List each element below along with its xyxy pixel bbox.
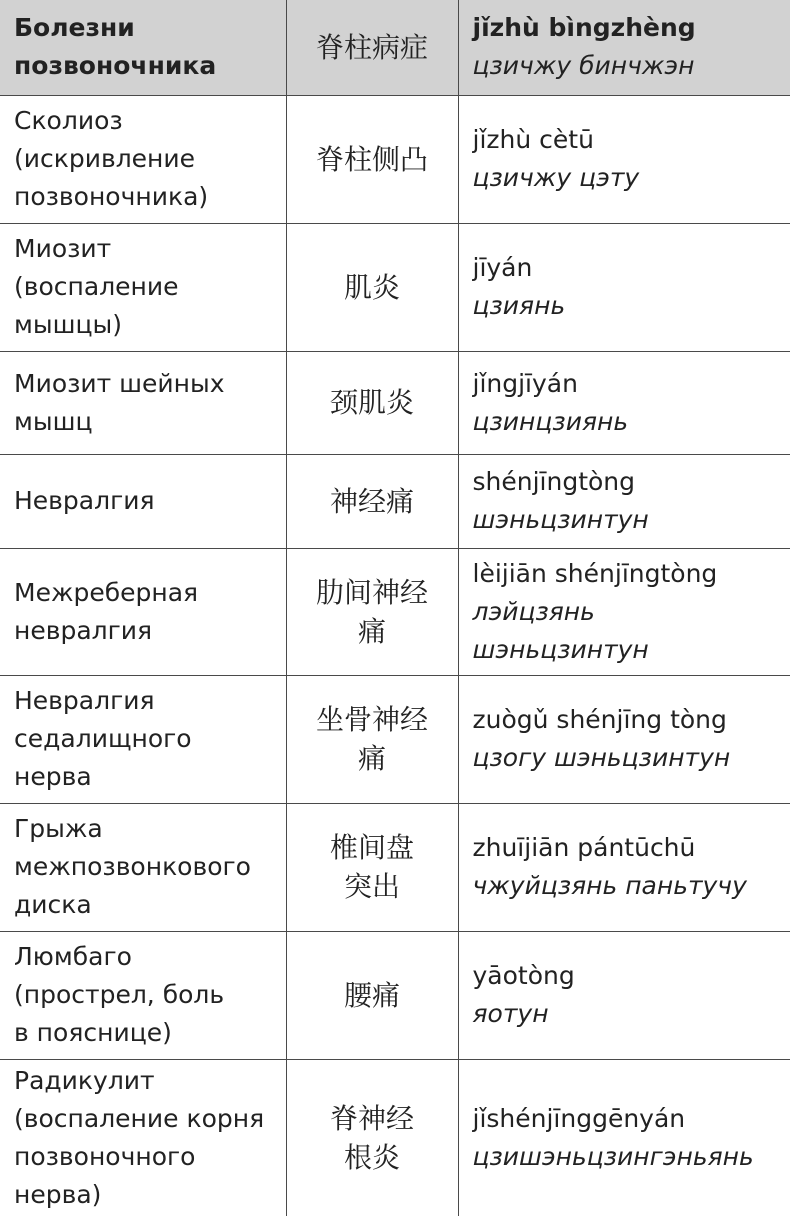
- russian-term-cell: [0, 548, 286, 675]
- chinese-term-line: 腰痛: [343, 978, 400, 1012]
- pinyin-text: shénjīngtòng: [472, 467, 636, 496]
- cyrillic-transcription-text: лэйцзянь: [472, 596, 595, 626]
- russian-term-line: (прострел, боль: [14, 980, 225, 1009]
- chinese-term-cell: [286, 1059, 458, 1216]
- chinese-term-line: 根炎: [343, 1140, 400, 1174]
- russian-term-cell: [0, 675, 286, 803]
- russian-term-cell: [0, 454, 286, 548]
- russian-term-line: нерва): [14, 1179, 102, 1209]
- transcription-cell: [458, 931, 790, 1059]
- chinese-term-line: 脊神经: [329, 1101, 414, 1135]
- table-row: [0, 223, 790, 351]
- header-russian-cell: [0, 0, 286, 95]
- cyrillic-transcription-text: цзиянь: [472, 291, 566, 320]
- header-cyrillic-text: цзичжу бинчжэн: [472, 51, 695, 81]
- cyrillic-transcription-text: цзишэньцзингэньянь: [472, 1141, 754, 1171]
- cyrillic-transcription-text: шэньцзинтун: [472, 634, 649, 664]
- transcription-cell: [458, 1059, 790, 1216]
- russian-term-cell: [0, 95, 286, 223]
- header-pinyin-text: jǐzhù bìngzhèng: [472, 13, 696, 43]
- chinese-term-line: 痛: [357, 614, 386, 648]
- russian-term-cell: [0, 931, 286, 1059]
- pinyin-text: lèijiān shénjīngtòng: [472, 558, 718, 588]
- chinese-term-cell: [286, 803, 458, 931]
- header-russian-line: Болезни: [14, 13, 135, 43]
- chinese-term-line: 痛: [357, 742, 386, 775]
- chinese-term-cell: [286, 454, 458, 548]
- russian-term-cell: [0, 1059, 286, 1216]
- pinyin-text: jīyán: [472, 253, 533, 282]
- chinese-term-line: 肋间神经: [315, 575, 428, 609]
- chinese-term-cell: [286, 931, 458, 1059]
- table-row: [0, 675, 790, 803]
- header-row: [0, 0, 790, 95]
- russian-term-line: межпозвонкового: [14, 852, 251, 881]
- chinese-term-line: 椎间盘: [329, 831, 414, 864]
- russian-term-cell: [0, 351, 286, 454]
- chinese-term-line: 神经痛: [329, 484, 414, 518]
- pinyin-text: zhuījiān pántūchū: [472, 833, 696, 862]
- chinese-term-line: 脊柱侧凸: [315, 142, 428, 176]
- table-row: [0, 95, 790, 223]
- transcription-cell: [458, 351, 790, 454]
- header-pinyin-cell: [458, 0, 790, 95]
- transcription-cell: [458, 454, 790, 548]
- cyrillic-transcription-text: яотун: [472, 999, 549, 1028]
- russian-term-line: в пояснице): [14, 1018, 172, 1047]
- russian-term-line: нерва: [14, 762, 92, 791]
- transcription-cell: [458, 95, 790, 223]
- russian-term-line: мышцы): [14, 310, 122, 339]
- russian-term-line: Миозит шейных: [14, 368, 225, 398]
- table-row: [0, 931, 790, 1059]
- pinyin-text: yāotòng: [472, 961, 575, 990]
- russian-term-line: (искривление: [14, 144, 196, 173]
- pinyin-text: jǐzhù cètū: [472, 125, 594, 154]
- header-chinese-text: 脊柱病症: [315, 30, 428, 64]
- chinese-term-cell: [286, 675, 458, 803]
- russian-term-line: Межреберная: [14, 577, 199, 607]
- russian-term-line: Люмбаго: [14, 942, 132, 971]
- chinese-term-line: 坐骨神经: [315, 703, 428, 736]
- transcription-cell: [458, 675, 790, 803]
- chinese-term-line: 突出: [343, 870, 400, 903]
- table-row: [0, 351, 790, 454]
- chinese-term-line: 颈肌炎: [329, 386, 414, 419]
- table-row: [0, 803, 790, 931]
- russian-term-line: Невралгия: [14, 686, 155, 715]
- russian-term-line: позвоночного: [14, 1141, 196, 1171]
- russian-term-line: мышц: [14, 406, 93, 436]
- table-row: [0, 454, 790, 548]
- russian-term-line: седалищного: [14, 724, 192, 753]
- header-chinese-cell: [286, 0, 458, 95]
- table-row: [0, 1059, 790, 1216]
- russian-term-line: Миозит: [14, 234, 112, 263]
- cyrillic-transcription-text: цзогу шэньцзинтун: [472, 743, 731, 772]
- transcription-cell: [458, 803, 790, 931]
- table-row: [0, 548, 790, 675]
- russian-term-cell: [0, 223, 286, 351]
- russian-term-line: Радикулит: [14, 1065, 155, 1095]
- pinyin-text: jǐshénjīnggēnyán: [472, 1103, 686, 1133]
- cyrillic-transcription-text: цзичжу цэту: [472, 163, 640, 192]
- pinyin-text: zuògǔ shénjīng tòng: [472, 705, 727, 734]
- transcription-cell: [458, 223, 790, 351]
- pinyin-text: jǐngjīyán: [472, 368, 578, 398]
- russian-term-line: Грыжа: [14, 814, 103, 843]
- russian-term-line: (воспаление корня: [14, 1103, 265, 1133]
- russian-term-line: диска: [14, 890, 92, 919]
- russian-term-cell: [0, 803, 286, 931]
- chinese-term-cell: [286, 223, 458, 351]
- russian-term-line: Сколиоз: [14, 106, 123, 135]
- russian-term-line: (воспаление: [14, 272, 179, 301]
- chinese-term-cell: [286, 548, 458, 675]
- russian-term-line: позвоночника): [14, 182, 209, 211]
- chinese-term-cell: [286, 95, 458, 223]
- header-russian-line: позвоночника: [14, 51, 217, 81]
- chinese-term-line: 肌炎: [343, 270, 400, 304]
- cyrillic-transcription-text: цзинцзиянь: [472, 406, 629, 436]
- cyrillic-transcription-text: чжуйцзянь паньтучу: [472, 871, 747, 900]
- transcription-cell: [458, 548, 790, 675]
- chinese-term-cell: [286, 351, 458, 454]
- russian-term-line: Невралгия: [14, 486, 155, 515]
- russian-term-line: невралгия: [14, 615, 153, 645]
- cyrillic-transcription-text: шэньцзинтун: [472, 505, 649, 534]
